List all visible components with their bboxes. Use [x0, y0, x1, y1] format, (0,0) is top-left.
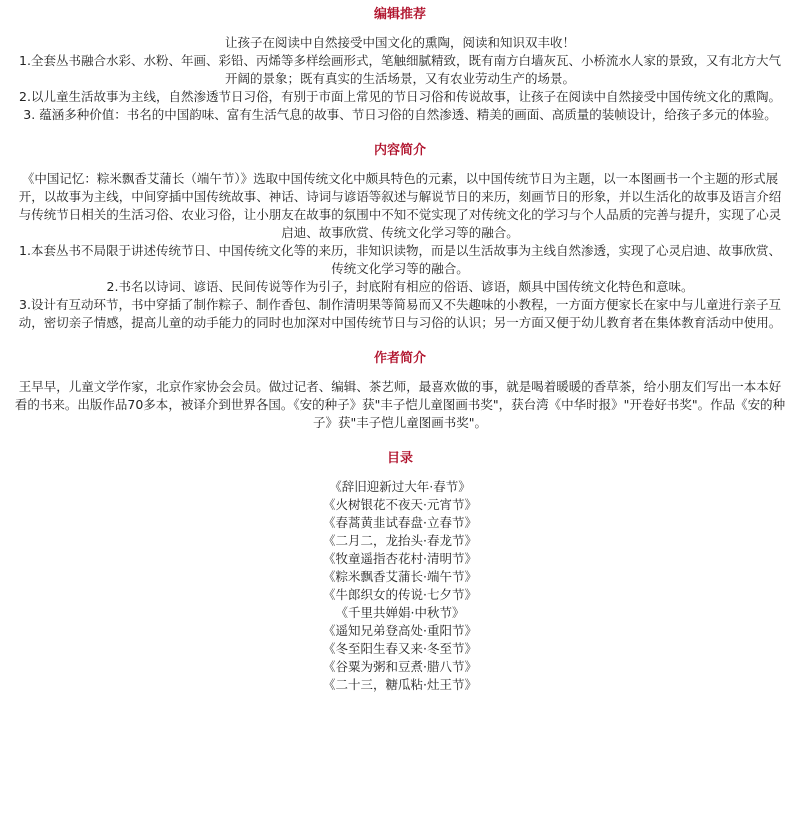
toc-item: 《二十三，糖瓜粘·灶王节》 — [323, 677, 477, 692]
toc-item: 《火树银花不夜天·元宵节》 — [323, 497, 477, 512]
toc-item: 《谷粟为粥和豆煮·腊八节》 — [323, 659, 477, 674]
toc-list — [14, 478, 786, 694]
author-intro-title: 作者简介 — [373, 351, 426, 366]
toc-item: 《辞旧迎新过大年·春节》 — [329, 479, 471, 494]
toc-item: 《遥知兄弟登高处·重阳节》 — [323, 623, 477, 638]
editor-pick-title: 编辑推荐 — [373, 7, 426, 22]
toc-section — [14, 450, 786, 694]
editor-pick-section — [14, 6, 786, 124]
editor-pick-paragraph: 3. 蕴涵多种价值：书名的中国韵味、富有生活气息的故事、节日习俗的自然渗透、精美的画面、高质量的装帧设计，给孩子多元的体验。 — [23, 107, 777, 122]
author-intro-paragraph: 王早早，儿童文学作家，北京作家协会会员。做过记者、编辑、茶艺师，最喜欢做的事，就是喝着暖暖的香草茶，给小朋友们写出一本本好看的书来。出版作品70多本，被译介到世界各国。《安的种子》获"丰子恺儿童图画书奖"，获台湾《中华时报》"开卷好书奖"。作品《安的种子》获"丰子恺儿童图画书奖"。 — [14, 379, 786, 430]
content-intro-paragraph: 2.书名以诗词、谚语、民间传说等作为引子，封底附有相应的俗语、谚语，颇具中国传统文化特色和意味。 — [106, 279, 694, 294]
editor-pick-paragraph: 2.以儿童生活故事为主线，自然渗透节日习俗，有别于市面上常见的节日习俗和传说故事，让孩子在阅读中自然接受中国传统文化的熏陶。 — [19, 89, 781, 104]
toc-item: 《千里共婵娟·中秋节》 — [335, 605, 465, 620]
content-intro-section — [14, 142, 786, 332]
content-intro-paragraph: 3.设计有互动环节，书中穿插了制作粽子、制作香包、制作清明果等简易而又不失趣味的小教程，一方面方便家长在家中与儿童进行亲子互动，密切亲子情感，提高儿童的动手能力的同时也加深对中国传统节日与习俗的认识；另一方面又便于幼儿教育者在集体教育活动中使用。 — [18, 297, 782, 330]
toc-item: 《冬至阳生春又来·冬至节》 — [323, 641, 477, 656]
toc-item: 《二月二，龙抬头·春龙节》 — [323, 533, 477, 548]
author-intro-section — [14, 350, 786, 432]
editor-pick-paragraph: 让孩子在阅读中自然接受中国文化的熏陶，阅读和知识双丰收！ — [224, 35, 575, 50]
content-intro-paragraph: 1.本套丛书不局限于讲述传统节日、中国传统文化等的来历，非知识读物，而是以生活故事为主线自然渗透，实现了心灵启迪、故事欣赏、传统文化学习等的融合。 — [19, 243, 781, 276]
content-intro-paragraph: 《中国记忆：粽米飘香艾蒲长（端午节）》选取中国传统文化中颇具特色的元素，以中国传统节日为主题，以一本图画书一个主题的形式展开，以故事为主线，中间穿插中国传统故事、神话、诗词与谚语等叙述与解说节日的来历，刻画节日的形象，并以生活化的故事及语言介绍与传统节日相关的生活习俗、农业习俗，让小朋友在故事的氛围中不知不觉实现了对传统文化的学习与个人品质的完善与提升，实现了心灵启迪、故事欣赏、传统文化学习等的融合。 — [18, 171, 782, 240]
toc-item: 《春蒿黄韭试春盘·立春节》 — [323, 515, 477, 530]
content-intro-title: 内容简介 — [373, 143, 426, 158]
toc-item: 《粽米飘香艾蒲长·端午节》 — [323, 569, 477, 584]
toc-item: 《牛郎织女的传说·七夕节》 — [323, 587, 477, 602]
toc-title: 目录 — [386, 451, 413, 466]
toc-item: 《牧童遥指杏花村·清明节》 — [323, 551, 477, 566]
editor-pick-paragraph: 1.全套丛书融合水彩、水粉、年画、彩铅、丙烯等多样绘画形式，笔触细腻精致，既有南方白墙灰瓦、小桥流水人家的景致，又有北方大气开阔的景象；既有真实的生活场景，又有农业劳动生产的场景。 — [19, 53, 781, 86]
